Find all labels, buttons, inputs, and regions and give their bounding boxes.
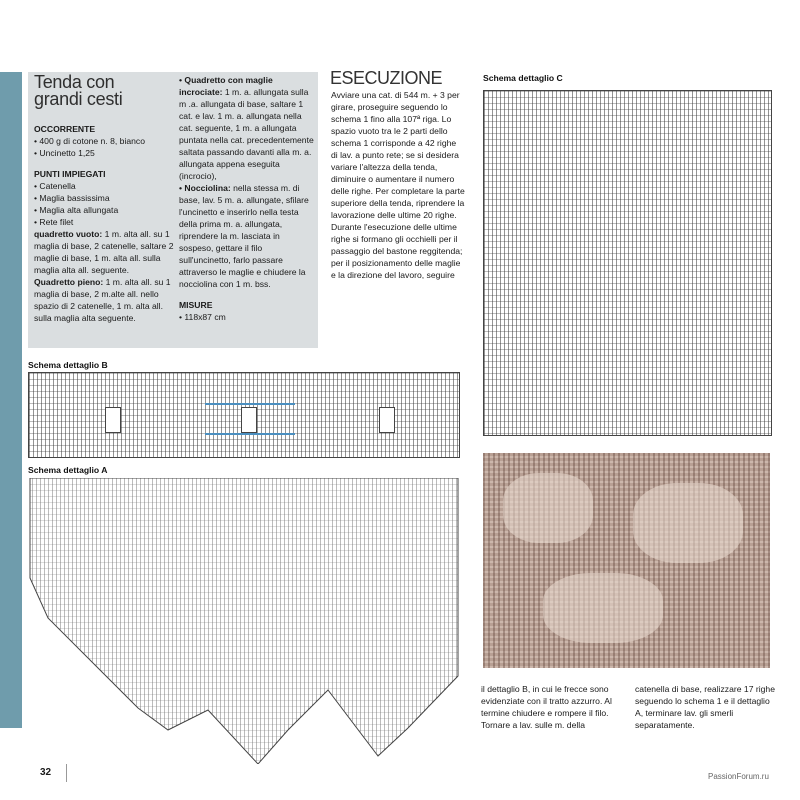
- punti-heading: PUNTI IMPIEGATI: [34, 169, 106, 179]
- schema-c-label: Schema dettaglio C: [483, 73, 563, 83]
- quadretto-vuoto-label: quadretto vuoto:: [34, 229, 103, 239]
- quadretto-incrociate-label: • Quadretto con maglie incrociate:: [179, 75, 273, 97]
- schema-b-window: [241, 407, 257, 433]
- nocciolina-text: nella stessa m. di base, lav. 5 m. a. allungate, sfilare l'uncinetto e inserirlo nella testa della prima m. a. allungata, riprendere la m. lasciata in sospeso, gettare il filo sull'uncinetto, farlo passare attraverso le maglie e chiudere la nocciolina con 1 m. bss.: [179, 183, 309, 289]
- quadretto-pieno-desc: [34, 276, 174, 324]
- quadretto-vuoto-text: 1 m. alta all. su 1 maglia di base, 2 catenelle, saltare 2 maglie di base, 1 m. alta all. sulla maglia alta all. seguente.: [34, 229, 174, 275]
- occorrente-item: • 400 g di cotone n. 8, bianco: [34, 136, 145, 146]
- quadretto-pieno-text: 1 m. alta all. su 1 maglia di base, 2 m.alte all. nello spazio di 2 catenelle, 1 m. alta all. sulla maglia alta seguente.: [34, 277, 171, 323]
- title-line-2: grandi cesti: [34, 89, 123, 109]
- punti-item: • Maglia alta allungata: [34, 205, 119, 215]
- nocciolina-desc: [179, 182, 315, 290]
- occorrente-item: • Uncinetto 1,25: [34, 148, 95, 158]
- page-title: [34, 74, 174, 108]
- schema-b-label: Schema dettaglio B: [28, 360, 108, 370]
- info-column-1: [34, 123, 174, 324]
- lace-photo: [483, 453, 770, 668]
- bottom-text-left: il dettaglio B, in cui le frecce sono evidenziate con il tratto azzurro. Al termine chiudere e rompere il filo. Tornare a lav. sulle m. della: [481, 684, 612, 730]
- schema-a-label: Schema dettaglio A: [28, 465, 108, 475]
- misure-item: • 118x87 cm: [179, 312, 226, 322]
- page-number: 32: [40, 767, 52, 778]
- occorrente-heading: OCCORRENTE: [34, 124, 96, 134]
- schema-b-window: [379, 407, 395, 433]
- lace-motif: [503, 473, 593, 543]
- bottom-text-right: catenella di base, realizzare 17 righe seguendo lo schema 1 e il dettaglio A, terminare lav. gli smerli separatamente.: [635, 684, 775, 730]
- side-color-band: [0, 72, 22, 728]
- watermark: PassionForum.ru: [708, 772, 769, 781]
- nocciolina-label: • Nocciolina:: [179, 183, 231, 193]
- schema-a-chart: [28, 478, 460, 764]
- quadretto-incrociate-desc: [179, 74, 315, 182]
- esecuzione-heading: ESECUZIONE: [330, 68, 443, 88]
- info-column-2: [179, 74, 315, 323]
- esecuzione-text: Avviare una cat. di 544 m. + 3 per girare, proseguire seguendo lo schema 1 fino alla 107ª riga. Lo spazio vuoto tra le 2 parti dello schema 1 corrisponde a 42 righe di lav. a punto rete; se si desidera variare l'altezza della tenda, diminuire o aumentare il numero delle righe. Per completare la parte superiore della tenda, riprendere la lavorazione delle ultime 20 righe. Durante l'esecuzione delle ultime righe si formano gli occhielli per il passaggio del bastone reggitenda; per il posizionamento delle maglie e la direzione del lavoro, seguire: [331, 90, 465, 280]
- punti-item: • Catenella: [34, 181, 76, 191]
- quadretto-vuoto-desc: [34, 228, 174, 276]
- punti-item: • Maglia bassissima: [34, 193, 110, 203]
- quadretto-pieno-label: Quadretto pieno:: [34, 277, 104, 287]
- lace-motif: [633, 483, 743, 563]
- punti-item: • Rete filet: [34, 217, 74, 227]
- schema-a-shape: [30, 478, 458, 764]
- lace-motif: [543, 573, 663, 643]
- quadretto-incrociate-text: 1 m. a. allungata sulla m .a. allungata di base, saltare 1 cat. e lav. 1 m. a. allungata nella cat. seguente, 1 m. a allungata puntata nella cat. precedentemente saltata passando davanti alla m. a. allungata appena eseguita (incrocio),: [179, 87, 314, 181]
- title-line-1: Tenda con: [34, 72, 115, 92]
- schema-c-chart: [483, 90, 772, 436]
- schema-b-window: [105, 407, 121, 433]
- page-number-rule: [66, 764, 67, 782]
- schema-b-chart: [28, 372, 460, 458]
- misure-heading: MISURE: [179, 300, 213, 310]
